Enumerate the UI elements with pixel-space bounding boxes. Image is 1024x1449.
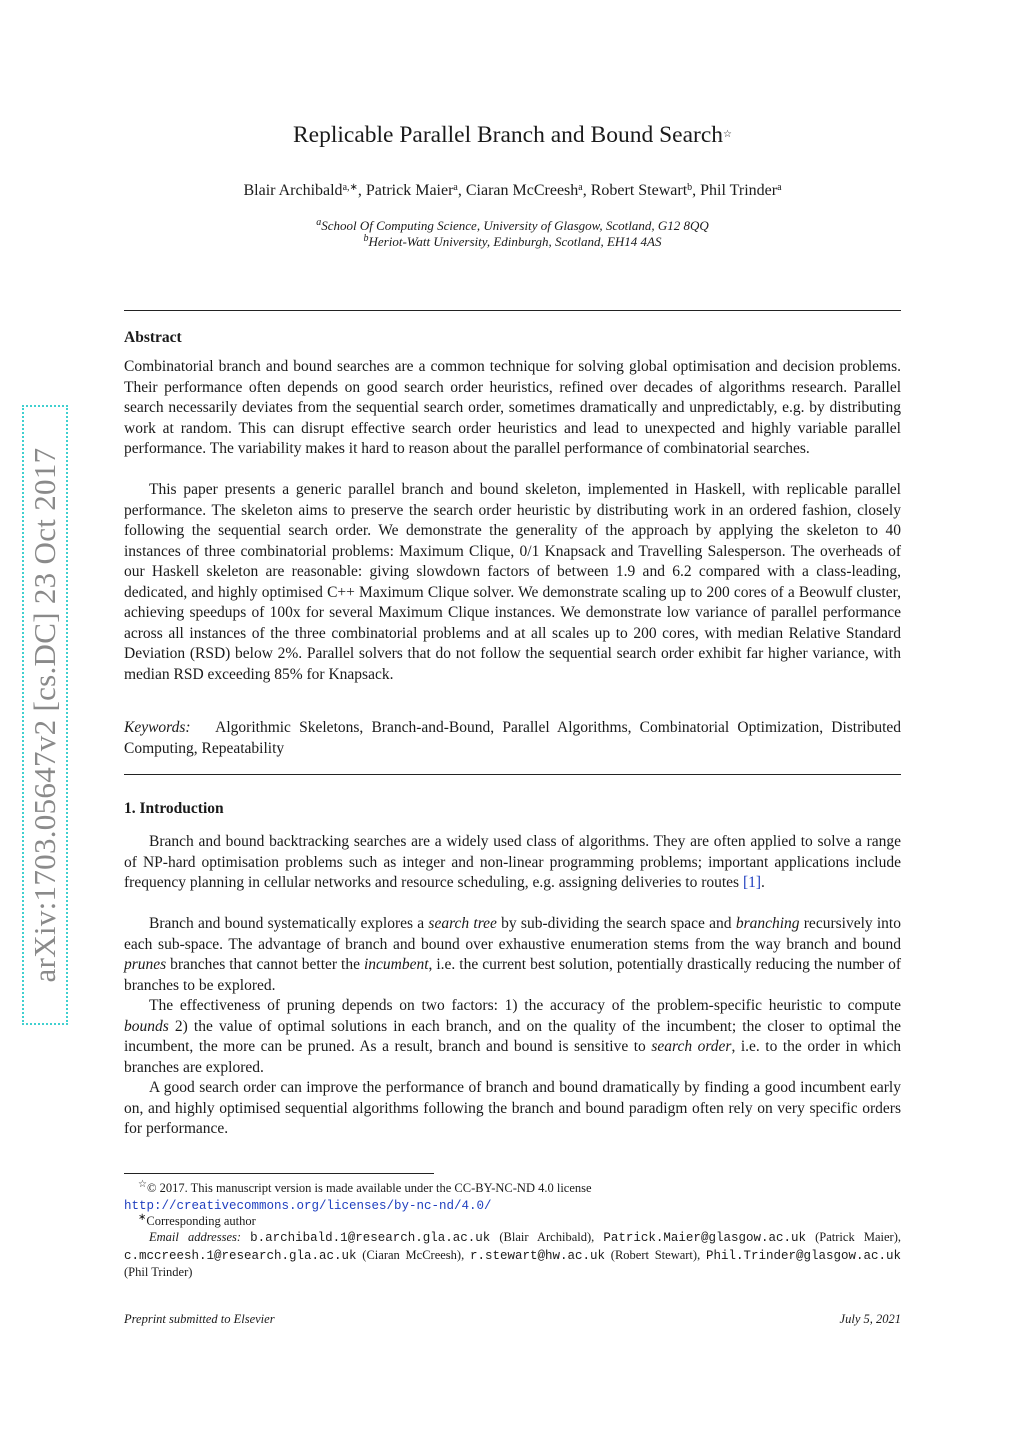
author: Ciaran McCreesh$^a$, <box>465 182 591 199</box>
paper-title <box>124 122 901 149</box>
title-text: Replicable Parallel Branch and Bound Search <box>292 122 724 148</box>
author: Patrick Maier$^a$, <box>365 182 466 199</box>
intro-paragraph-4: A good search order can improve the performance of branch and bound dramatically by finding a good incumbent early on, and highly optimised sequential algorithms following the branch and bound paradigm often rely on very specific orders for performance. <box>124 1079 901 1137</box>
email-link[interactable]: Phil.Trinder@glasgow.ac.uk <box>705 1248 901 1263</box>
abstract-bottom-rule <box>124 774 901 775</box>
abstract-paragraph-2: This paper presents a generic parallel branch and bound skeleton, implemented in Haskell, with replicable parallel performance. The skeleton aims to preserve the search order heuristic by distributing work in an ordered fashion, closely following the sequential search order. We demonstrate the generality of the approach by applying the skeleton to 40 instances of three combinatorial problems: Maximum Clique, 0/1 Knapsack and Travelling Salesperson. The overheads of our Haskell skeleton are reasonable: giving slowdown factors of between 1.9 and 6.2 compared with a class-leading, dedicated, and highly optimised C++ Maximum Clique solver. We demonstrate scaling up to 200 cores of a Beowulf cluster, achieving speedups of 100x for several Maximum Clique instances. We demonstrate low variance of parallel performance across all instances of the three combinatorial problems and at all scales up to 200 cores, with median Relative Standard Deviation (RSD) below 2%. Parallel solvers that do not follow the sequential search order exhibit far higher variance, with median RSD exceeding 85% for Knapsack. <box>124 481 901 683</box>
keywords <box>124 718 901 759</box>
footnote-rule <box>124 1173 434 1174</box>
intro-paragraph-3: The effectiveness of pruning depends on two factors: 1) the accuracy of the problem-specific heuristic to compute bounds 2) the value of optimal solutions in each branch, and on the quality of the incumbent; the closer to optimal the incumbent, the more can be pruned. As a result, branch and bound is sensitive to search order, i.e. to the order in which branches are explored. <box>124 997 901 1076</box>
footnote-license: ☆© 2017. This manuscript version is made available under the CC-BY-NC-ND 4.0 license http://creativecommons.org/licenses/by-nc-nd/4.0/ <box>124 1179 592 1213</box>
arxiv-identifier: arXiv:1703.05647v2 [cs.DC] 23 Oct 2017 <box>27 447 62 983</box>
author: Phil Trinder$^a$ <box>700 182 782 199</box>
email-link[interactable]: r.stewart@hw.ac.uk <box>469 1248 606 1263</box>
keywords-label: Keywords: <box>124 719 191 736</box>
title-star-mark: ☆ <box>723 129 732 140</box>
keywords-list: Algorithmic Skeletons, Branch-and-Bound, Parallel Algorithms, Combinatorial Optimization, Distributed Computing, Repeatability <box>124 719 902 757</box>
abstract-top-rule <box>124 310 901 311</box>
section-heading-introduction: 1. Introduction <box>124 800 224 817</box>
intro-paragraph-1: Branch and bound backtracking searches are a widely used class of algorithms. They are often applied to solve a range of NP-hard optimisation problems such as integer and non-linear programming problems; important applications include frequency planning in cellular networks and resource scheduling, e.g. assigning deliveries to routes [1]. <box>124 833 901 891</box>
license-url-link[interactable]: http://creativecommons.org/licenses/by-nc-nd/4.0/ <box>124 1198 492 1213</box>
email-link[interactable]: b.archibald.1@research.gla.ac.uk <box>250 1231 491 1245</box>
footnote-emails: Email addresses: b.archibald.1@research.gla.ac.uk (Blair Archibald), Patrick.Maier@glasgow.ac.uk (Patrick Maier), c.mccreesh.1@research.gla.ac.uk (Ciaran McCreesh), r.stewart@hw.ac.uk (Robert Stewart), Phil.Trinder@glasgow.ac.uk (Phil Trinder) <box>124 1230 901 1279</box>
affiliation-a: $^a$School Of Computing Science, University of Glasgow, Scotland, G12 8QQ <box>316 217 709 233</box>
author-list <box>124 182 901 200</box>
footer-submission-note: Preprint submitted to Elsevier <box>124 1312 275 1326</box>
footer-date: July 5, 2021 <box>839 1312 901 1326</box>
author: Blair Archibald$^{a,∗}$, <box>243 182 366 199</box>
email-link[interactable]: Patrick.Maier@glasgow.ac.uk <box>603 1231 806 1245</box>
abstract-heading: Abstract <box>124 329 182 346</box>
affiliation-b: $^b$Heriot-Watt University, Edinburgh, Scotland, EH14 4AS <box>363 233 662 249</box>
author: Robert Stewart$^b$, <box>590 182 701 199</box>
intro-paragraph-2: Branch and bound systematically explores a search tree by sub-dividing the search space and branching recursively into each sub-space. The advantage of branch and bound over exhaustive enumeration stems from the way branch and bound prunes branches that cannot better the incumbent, i.e. the current best solution, potentially drastically reducing the number of branches to be explored. <box>124 915 901 994</box>
citation-link[interactable]: [1] <box>742 874 762 891</box>
email-link[interactable]: c.mccreesh.1@research.gla.ac.uk <box>124 1248 357 1263</box>
abstract-paragraph-1: Combinatorial branch and bound searches are a common technique for solving global optimisation and decision problems. Their performance often depends on good search order heuristics, refined over decades of algorithms research. Parallel search necessarily deviates from the sequential search order, sometimes dramatically and unpredictably, e.g. by distributing work at random. This can disrupt effective search order heuristics and lead to unexpected and highly variable parallel performance. The variability makes it hard to reason about the parallel performance of combinatorial searches. <box>124 358 901 457</box>
footnote-corresponding: ∗Corresponding author <box>138 1212 256 1228</box>
